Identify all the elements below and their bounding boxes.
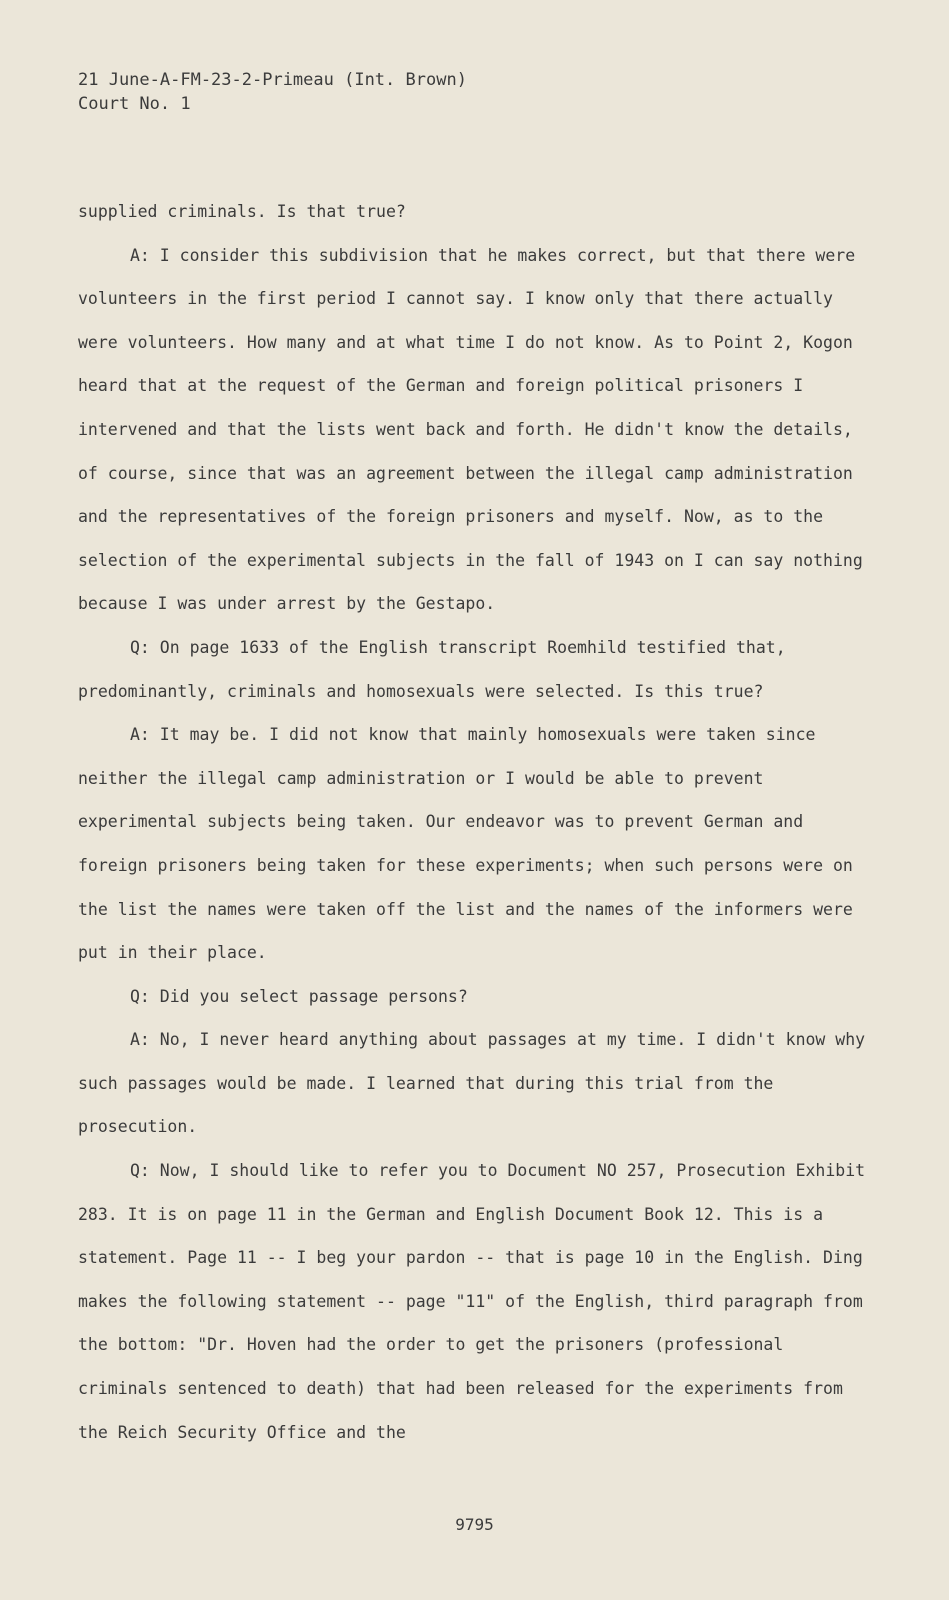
answer-paragraph: A: I consider this subdivision that he makes correct, but that there were volunteers in the first period I cannot say. I know only that there actually were volunteers. How many and at what time I do not know. As to Point 2, Kogon heard that at the request of the German and foreign political prisoners I intervened and that the lists went back and forth. He didn't know the details, of course, since that was an agreement between the illegal camp administration and the representatives of the foreign prisoners and myself. Now, as to the selection of the experimental subjects in the fall of 1943 on I can say nothing because I was under arrest by the Gestapo.: [78, 245, 863, 614]
question-paragraph: Q: Now, I should like to refer you to Document NO 257, Prosecution Exhibit 283. It is on page 11 in the German and English Document Book 12. This is a statement. Page 11 -- I beg your pardon -- that is page 10 in the English. Ding makes the following statement -- page "11" of the English, third paragraph from the bottom: "Dr. Hoven had the order to get the prisoners (professional criminals sentenced to death) that had been released for the experiments from the Reich Security Office and the: [78, 1161, 866, 1442]
answer-paragraph: A: No, I never heard anything about passages at my time. I didn't know why such passages would be made. I learned that during this trial from the prosecution.: [78, 1030, 866, 1137]
header-line-1: 21 June-A-FM-23-2-Primeau (Int. Brown): [78, 70, 467, 90]
page-number: 9795: [455, 1515, 494, 1534]
page-header: [78, 68, 467, 116]
header-line-2: Court No. 1: [78, 94, 191, 114]
question-paragraph: Q: Did you select passage persons?: [130, 986, 468, 1006]
transcript-body: [78, 190, 878, 1454]
paragraph-continuation: supplied criminals. Is that true?: [78, 202, 406, 221]
answer-paragraph: A: It may be. I did not know that mainly homosexuals were taken since neither the illegal camp administration or I would be able to prevent experimental subjects being taken. Our endeavor was to prevent German and foreign prisoners being taken for these experiments; when such persons were on the list the names were taken off the list and the names of the informers were put in their place.: [78, 725, 853, 963]
question-paragraph: Q: On page 1633 of the English transcript Roemhild testified that, predominantly, criminals and homosexuals were selected. Is this true?: [78, 637, 786, 701]
